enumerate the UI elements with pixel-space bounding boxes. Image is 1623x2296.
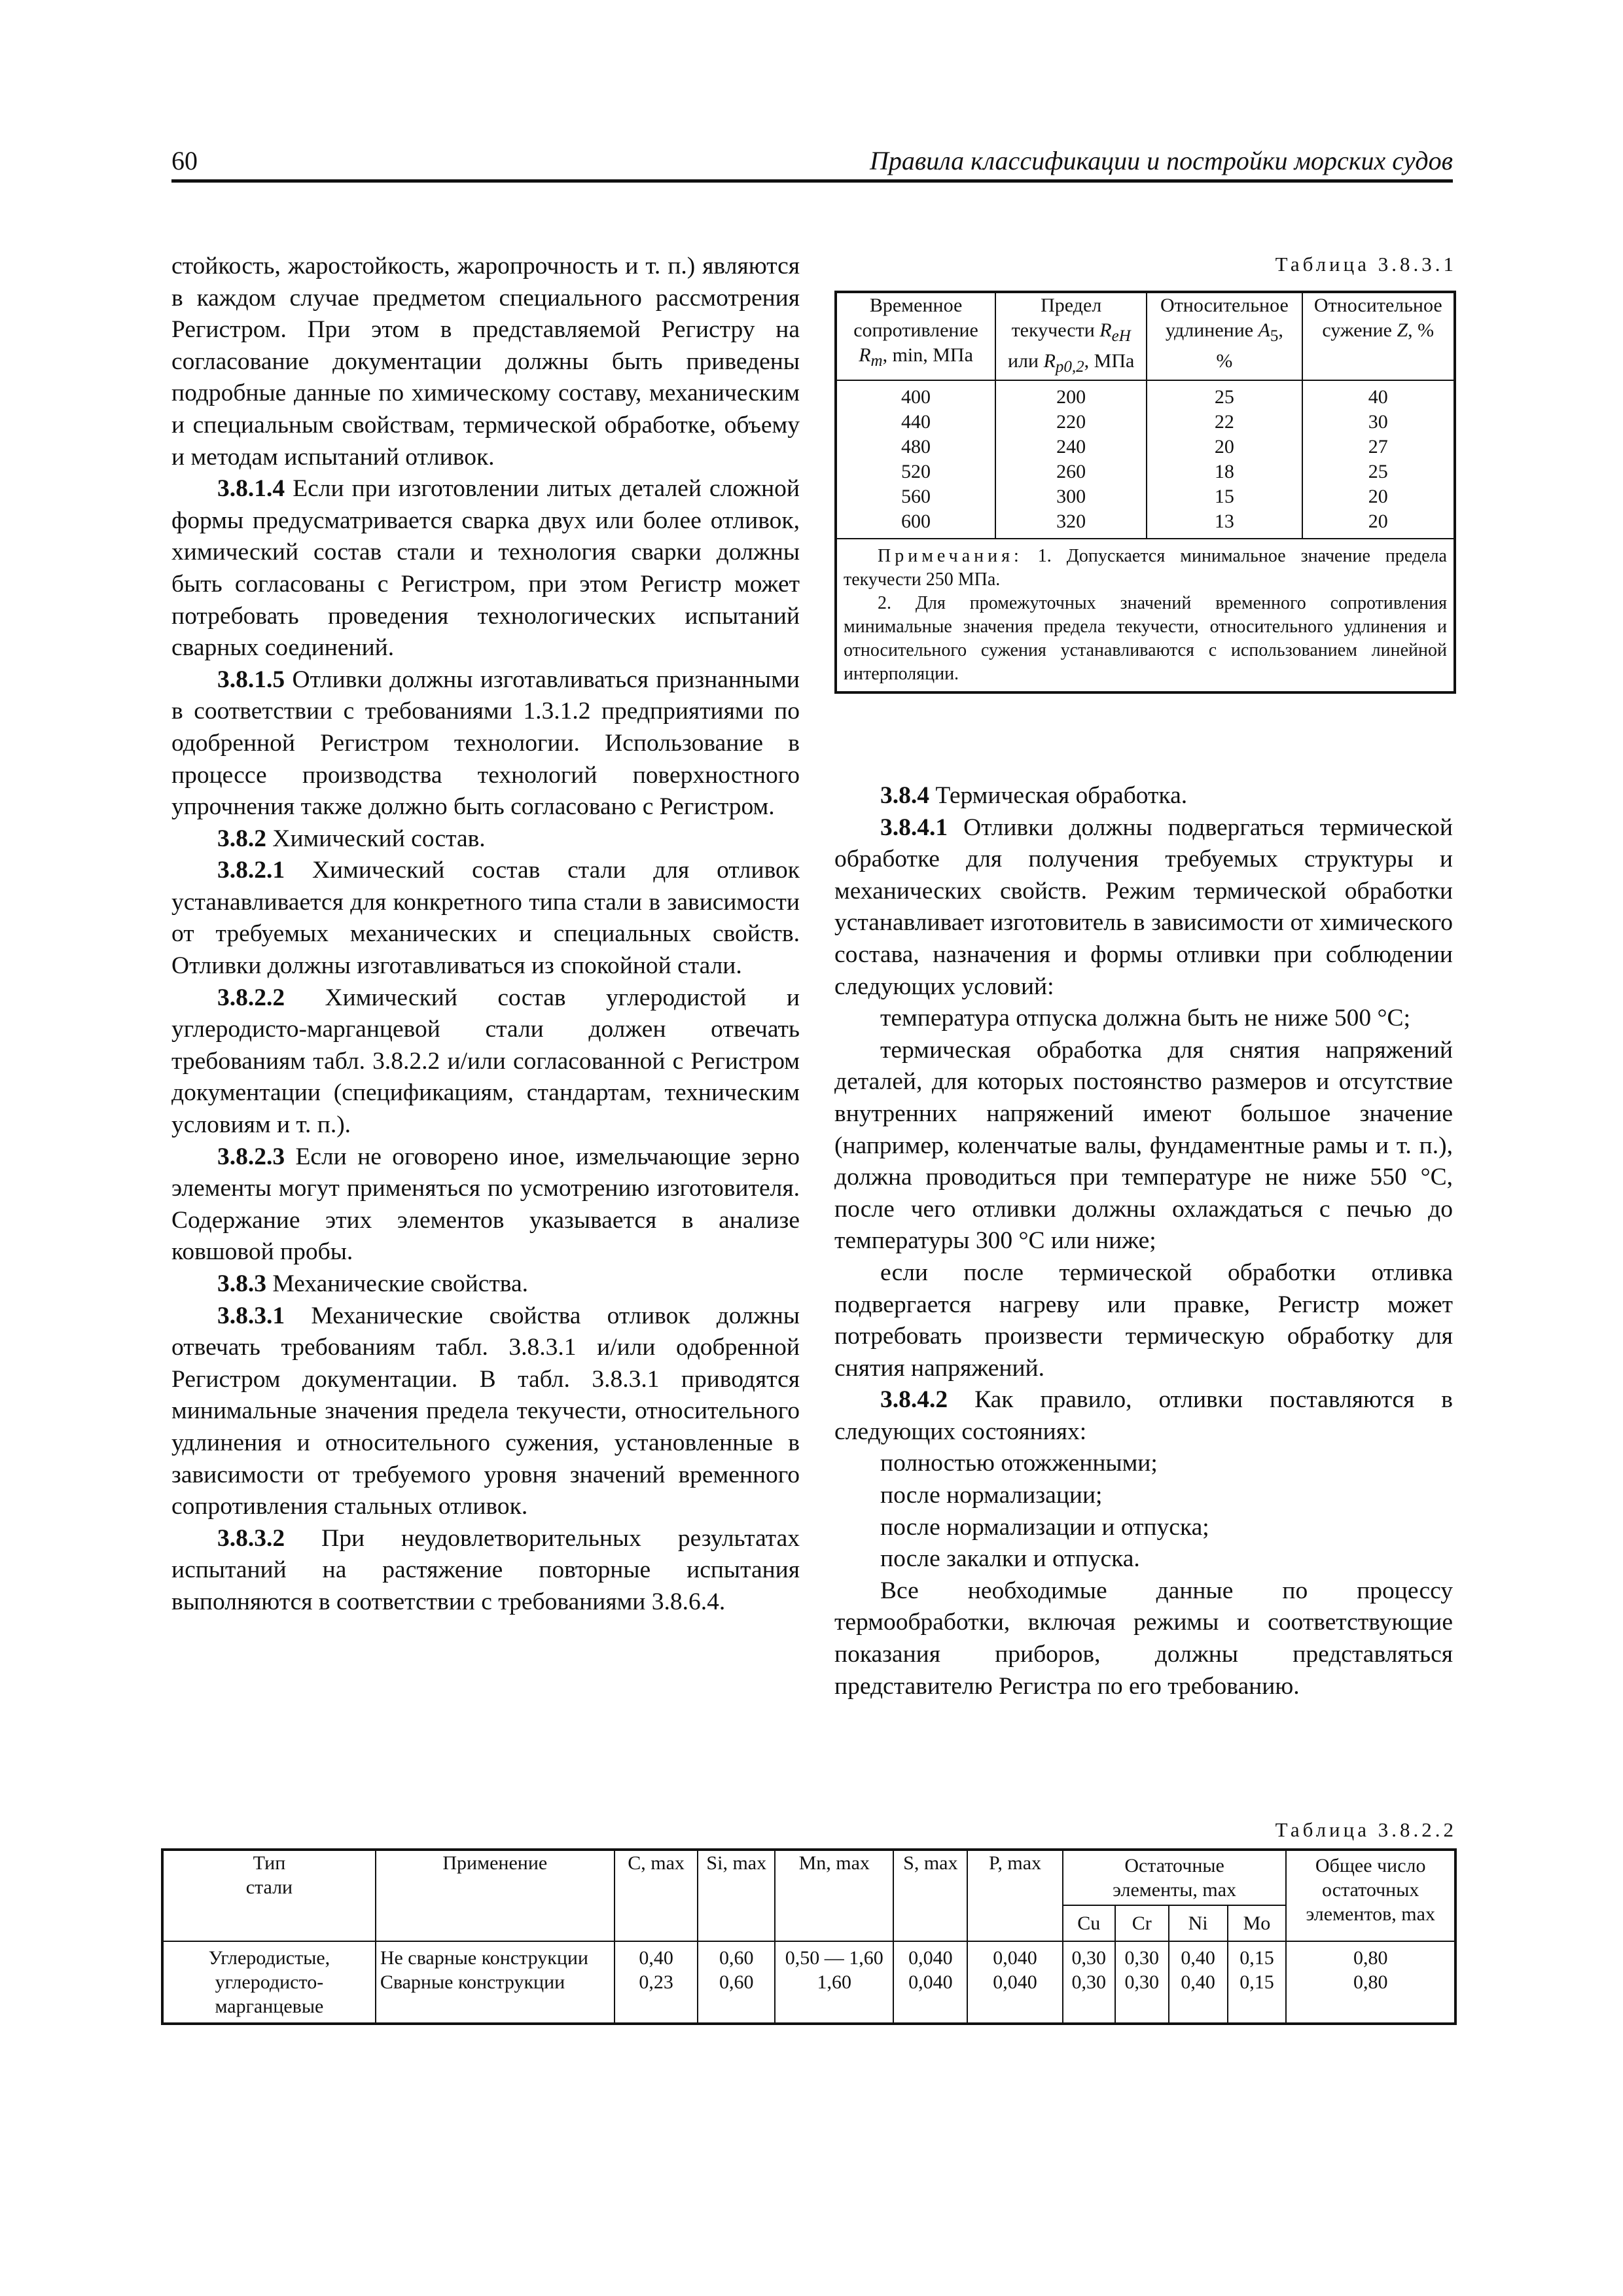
header-s: S, max <box>893 1850 967 1941</box>
paragraph-text: после закалки и отпуска. <box>880 1545 1140 1573</box>
table-3831-notes <box>836 539 1455 692</box>
paragraph-text: Как правило, отливки поставляются в следующих состояниях: <box>834 1386 1453 1445</box>
note-2: 2. Для промежуточных значений временного сопротивления минимальные значения предела текучести, относительного удлинения и относительного сужения устанавливаются с использованием линейной интерполяции. <box>844 593 1447 684</box>
table-cell: 240 <box>995 435 1147 459</box>
page-header <box>171 145 1453 183</box>
paragraph <box>171 1523 800 1619</box>
ni-cell <box>1169 1941 1228 2024</box>
paragraph-text: При неудовлетворительных результатах испытаний на растяжение повторные испытания выполняются в соответствии с требованиями 3.8.6.4. <box>171 1524 800 1615</box>
paragraph-text: Химический состав стали для отливок устанавливается для конкретного типа стали в зависимости от требуемых механических и специальных свойств. Отливки должны изготавливаться из спокойной стали. <box>171 857 800 980</box>
table-cell: 13 <box>1147 509 1302 539</box>
paragraph <box>171 1300 800 1523</box>
paragraph <box>171 1141 800 1268</box>
mn-cell <box>775 1941 893 2024</box>
paragraph <box>171 855 800 982</box>
paragraph <box>834 1480 1453 1512</box>
clause-number: 3.8.4.1 <box>880 814 948 841</box>
paragraph-text: стойкость, жаростойкость, жаропрочность и т. п.) являются в каждом случае предметом специального рассмотрения Регистром. При этом в представляемой Регистру на согласование документации должны быть приведены подробные данные по химическому составу, механическим и специальным свойствам, термической обработке, объему и методам испытаний отливок. <box>171 253 800 471</box>
table-row <box>836 380 1455 410</box>
table-cell: 520 <box>836 459 995 484</box>
header-elongation: Относительное удлинение $A_5$, % <box>1147 292 1302 380</box>
header-total: Общее число остаточных элементов, max <box>1286 1850 1455 1941</box>
note-label: Примечания: <box>878 546 1023 566</box>
paragraph-text: температура отпуска должна быть не ниже 500 °С; <box>880 1005 1410 1032</box>
table-row <box>836 484 1455 509</box>
table-cell: 260 <box>995 459 1147 484</box>
paragraph-text: термическая обработка для снятия напряжений деталей, для которых постоянство размеров и отсутствие внутренних напряжений имеют большое значение (например, коленчатые валы, фундаментные рамы и т. п.), должна проводиться при температуре не ниже 550 °С, после чего отливки должны охлаждаться с печью до температуры 300 °С или ниже; <box>834 1036 1453 1255</box>
cu-cell <box>1063 1941 1115 2024</box>
paragraph <box>171 982 800 1141</box>
paragraph <box>834 1003 1453 1035</box>
table-cell: 25 <box>1147 380 1302 410</box>
clause-number: 3.8.3 <box>217 1270 266 1297</box>
table-cell: 400 <box>836 380 995 410</box>
ni-value: 0,40 <box>1181 1947 1215 1969</box>
s-value: 0,040 <box>908 1947 953 1969</box>
header-mo: Mo <box>1228 1905 1287 1941</box>
table-cell: 40 <box>1302 380 1455 410</box>
paragraph <box>834 1384 1453 1448</box>
application-value: Не сварные конструкции <box>380 1947 588 1969</box>
paragraph <box>834 1035 1453 1257</box>
paragraph <box>171 664 800 823</box>
clause-number: 3.8.2.2 <box>217 984 285 1011</box>
s-value: 0,040 <box>908 1971 953 1993</box>
running-title: Правила классификации и постройки морских судов <box>869 146 1453 175</box>
header-tensile: Временное сопротивление $R_m$, min, МПа <box>836 292 995 380</box>
header-ni: Ni <box>1169 1905 1228 1941</box>
table-cell: 25 <box>1302 459 1455 484</box>
table-cell: 30 <box>1302 410 1455 435</box>
paragraph <box>834 1575 1453 1702</box>
table-3822-header-row-1 <box>162 1850 1455 1905</box>
table-3822-data-row <box>162 1941 1455 2024</box>
table-cell: 20 <box>1147 435 1302 459</box>
paragraph <box>834 780 1453 812</box>
mo-value: 0,15 <box>1240 1971 1274 1993</box>
clause-number: 3.8.4 <box>880 782 929 809</box>
clause-number: 3.8.1.5 <box>217 666 285 693</box>
clause-number: 3.8.2.3 <box>217 1143 285 1170</box>
table-3822 <box>161 1848 1457 2025</box>
table-cell: 320 <box>995 509 1147 539</box>
clause-number: 3.8.3.1 <box>217 1302 285 1329</box>
note-1: 1. Допускается минимальное значение предела текучести 250 МПа. <box>844 546 1447 590</box>
paragraph-text: Механические свойства отливок должны отвечать требованиям табл. 3.8.3.1 и/или одобренной Регистром документации. В табл. 3.8.3.1 приводятся минимальные значения предела текучести, относительного удлинения и относительного сужения, установленные в зависимости от требуемого уровня значений временного сопротивления стальных отливок. <box>171 1302 800 1520</box>
paragraph <box>171 473 800 664</box>
application-cell <box>376 1941 615 2024</box>
steel-type-value: Углеродистые, углеродисто-марганцевые <box>162 1941 376 2024</box>
header-residual: Остаточные элементы, max <box>1063 1850 1287 1905</box>
paragraph-text: после нормализации и отпуска; <box>880 1513 1209 1541</box>
paragraph-text: Механические свойства. <box>266 1270 528 1297</box>
table-row <box>836 459 1455 484</box>
paragraph-text: полностью отожженными; <box>880 1450 1158 1477</box>
paragraph-text: Отливки должны изготавливаться признанными в соответствии с требованиями 1.3.1.2 предприятиями по одобренной Регистром технологии. Использование в процессе производства технологий поверхностного упрочнения также должно быть согласовано с Регистром. <box>171 666 800 821</box>
table-row <box>836 435 1455 459</box>
p-cell <box>967 1941 1063 2024</box>
si-value: 0,60 <box>719 1971 754 1993</box>
cr-cell <box>1115 1941 1169 2024</box>
header-si: Si, max <box>698 1850 775 1941</box>
table-row <box>836 509 1455 539</box>
p-value: 0,040 <box>993 1971 1037 1993</box>
paragraph <box>834 1448 1453 1480</box>
right-column <box>834 780 1453 1702</box>
paragraph-text: Все необходимые данные по процессу термообработки, включая режимы и соответствующие показания приборов, должны представляться представителю Регистра по его требованию. <box>834 1577 1453 1700</box>
paragraph <box>171 251 800 473</box>
paragraph <box>834 1257 1453 1384</box>
paragraph-text: Химический состав. <box>266 825 486 852</box>
table-cell: 560 <box>836 484 995 509</box>
paragraph <box>834 812 1453 1003</box>
table-cell: 300 <box>995 484 1147 509</box>
mn-value: 1,60 <box>817 1971 851 1993</box>
si-cell <box>698 1941 775 2024</box>
paragraph-text: Термическая обработка. <box>929 782 1188 809</box>
header-cu: Cu <box>1063 1905 1115 1941</box>
header-mn: Mn, max <box>775 1850 893 1941</box>
table-cell: 18 <box>1147 459 1302 484</box>
cu-value: 0,30 <box>1071 1947 1107 1969</box>
ni-value: 0,40 <box>1181 1971 1215 1993</box>
s-cell <box>893 1941 967 2024</box>
paragraph-text: после нормализации; <box>880 1482 1103 1509</box>
clause-number: 3.8.1.4 <box>217 475 285 503</box>
clause-number: 3.8.3.2 <box>217 1524 285 1552</box>
table-row <box>836 410 1455 435</box>
table-cell: 22 <box>1147 410 1302 435</box>
table-cell: 480 <box>836 435 995 459</box>
clause-number: 3.8.2 <box>217 825 266 852</box>
paragraph <box>834 1512 1453 1544</box>
paragraph-text: Если при изготовлении литых деталей сложной формы предусматривается сварка двух или более отливок, химический состав стали и технология сварки должны быть согласованы с Регистром, при этом Регистр может потребовать проведения технологических испытаний сварных соединений. <box>171 475 800 662</box>
header-application: Применение <box>376 1850 615 1941</box>
total-value: 0,80 <box>1353 1971 1388 1993</box>
header-steel-type: Тип стали <box>162 1850 376 1941</box>
cr-value: 0,30 <box>1124 1947 1159 1969</box>
c-cell <box>615 1941 698 2024</box>
p-value: 0,040 <box>993 1947 1037 1969</box>
paragraph <box>171 823 800 855</box>
si-value: 0,60 <box>719 1947 754 1969</box>
paragraph <box>171 1268 800 1300</box>
c-value: 0,23 <box>639 1971 673 1993</box>
header-yield: Предел текучести $R_{eH}$ или $R_{p0,2}$, МПа <box>995 292 1147 380</box>
table-3831-caption: Таблица 3.8.3.1 <box>1275 253 1457 276</box>
table-cell: 600 <box>836 509 995 539</box>
cr-value: 0,30 <box>1124 1971 1159 1993</box>
table-cell: 220 <box>995 410 1147 435</box>
table-cell: 20 <box>1302 484 1455 509</box>
paragraph-text: Если не оговорено иное, измельчающие зерно элементы могут применяться по усмотрению изготовителя. Содержание этих элементов указывается в анализе ковшовой пробы. <box>171 1143 800 1266</box>
table-cell: 15 <box>1147 484 1302 509</box>
header-cr: Cr <box>1115 1905 1169 1941</box>
clause-number: 3.8.2.1 <box>217 857 285 884</box>
table-3822-caption: Таблица 3.8.2.2 <box>1275 1818 1457 1841</box>
mn-value: 0,50 — 1,60 <box>785 1947 883 1969</box>
paragraph-text: если после термической обработки отливка подвергается нагреву или правке, Регистр может потребовать произвести термическую обработку для снятия напряжений. <box>834 1259 1453 1382</box>
total-value: 0,80 <box>1353 1947 1388 1969</box>
left-column <box>171 251 800 1619</box>
table-cell: 20 <box>1302 509 1455 539</box>
header-c: C, max <box>615 1850 698 1941</box>
header-reduction: Относительное сужение Z, % <box>1302 292 1455 380</box>
mo-cell <box>1228 1941 1287 2024</box>
table-cell: 440 <box>836 410 995 435</box>
total-cell <box>1286 1941 1455 2024</box>
table-3831-note-cell <box>836 539 1455 692</box>
page-number: 60 <box>171 146 198 175</box>
paragraph <box>834 1543 1453 1575</box>
table-3831-header <box>836 292 1455 380</box>
table-3831 <box>834 291 1456 694</box>
table-cell: 200 <box>995 380 1147 410</box>
cu-value: 0,30 <box>1071 1971 1107 1993</box>
c-value: 0,40 <box>639 1947 673 1969</box>
table-cell: 27 <box>1302 435 1455 459</box>
paragraph-text: Химический состав углеродистой и углеродисто-марганцевой стали должен отвечать требованиям табл. 3.8.2.2 и/или согласованной с Регистром документации (спецификациям, стандартам, техническим условиям и т. п.). <box>171 984 800 1139</box>
mo-value: 0,15 <box>1240 1947 1274 1969</box>
paragraph-text: Отливки должны подвергаться термической обработке для получения требуемых структуры и механических свойств. Режим термической обработки устанавливает изготовитель в зависимости от химического состава, назначения и формы отливки при соблюдении следующих условий: <box>834 814 1453 1000</box>
clause-number: 3.8.4.2 <box>880 1386 948 1414</box>
header-p: P, max <box>967 1850 1063 1941</box>
application-value: Сварные конструкции <box>380 1971 565 1993</box>
